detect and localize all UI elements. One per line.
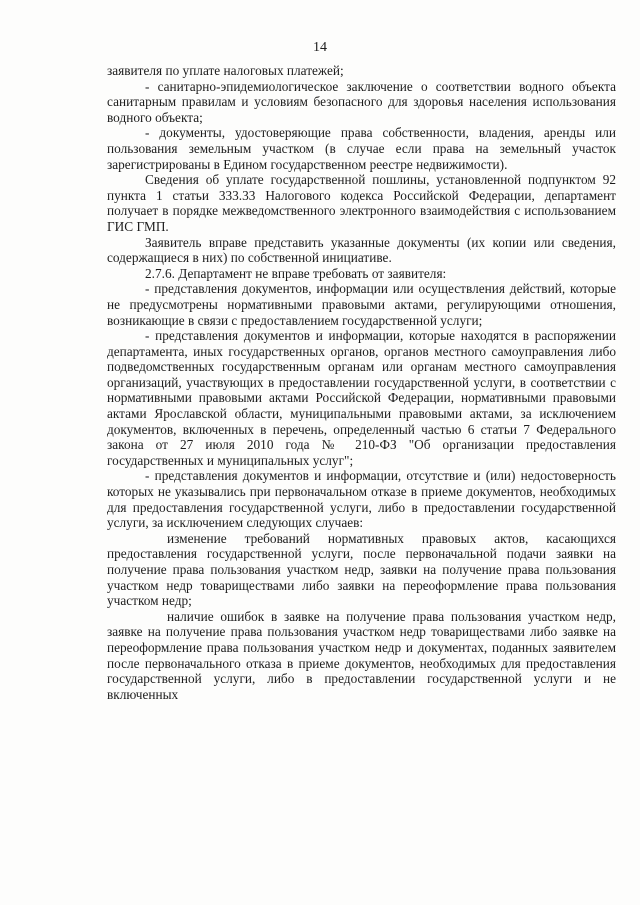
page-number: 14 <box>313 40 327 55</box>
paragraph-sanitary-conclusion: - санитарно-эпидемиологическое заключение о соответствии водного объекта санитарным правилам и условиям безопасного для здоровья населения использования водного объекта; <box>107 78 616 125</box>
paragraph-section-2-7-6: 2.7.6. Департамент не вправе требовать от заявителя: <box>145 265 447 281</box>
paragraph-land-documents: - документы, удостоверяющие права собственности, владения, аренды или пользования земельным участком (в случае если права на земельный участок зарегистрированы в Едином государственном реестре недвижимости). <box>107 125 616 172</box>
paragraph-no-extra-actions: - представления документов, информации или осуществления действий, которые не предусмотрены нормативными правовыми актами, регулирующими отношения, возникающие в связи с предоставлением государственной услуги; <box>107 281 616 328</box>
paragraph-applicant-right: Заявитель вправе представить указанные документы (их копии или сведения, содержащиеся в них) по собственной инициативе. <box>107 234 616 266</box>
paragraph-requirement-change: изменение требований нормативных правовых актов, касающихся предоставления государственной услуги, после первоначальной подачи заявки на получение права пользования участком недр, заявки на получение права пользования участком недр товариществами либо заявки на переоформление права пользования участком недр; <box>107 530 616 609</box>
paragraph-application-errors: наличие ошибок в заявке на получение права пользования участком недр, заявке на получение права пользования участком недр товариществами либо заявке на переоформление права пользования участком недр и документах, поданных заявителем после первоначального отказа в приеме документов, необходимых для предоставления государственной услуги, либо в предоставлении государственной услуги и не включенных <box>107 608 616 702</box>
paragraph-tax-payments: заявителя по уплате налоговых платежей; <box>107 63 344 78</box>
document-body <box>107 63 616 702</box>
paragraph-documents-in-possession: - представления документов и информации, которые находятся в распоряжении департамента, иных государственных органов, органов местного самоуправления либо подведомственных государственным органам или органам местного самоуправления организаций, участвующих в предоставлении государственной услуги, в соответствии с нормативными правовыми актами Российской Федерации, нормативными правовыми актами Ярославской области, муниципальными правовыми актами, за исключением документов, включенных в перечень, определенный частью 6 статьи 7 Федерального закона от 27 июля 2010 года № 210-ФЗ "Об организации предоставления государственных и муниципальных услуг"; <box>107 328 616 468</box>
paragraph-initial-refusal: - представления документов и информации, отсутствие и (или) недостоверность которых не указывались при первоначальном отказе в приеме документов, необходимых для предоставления государственной услуги, либо в предоставлении государственной услуги, за исключением следующих случаев: <box>107 468 616 531</box>
paragraph-state-fee: Сведения об уплате государственной пошлины, установленной подпунктом 92 пункта 1 статьи 333.33 Налогового кодекса Российской Федерации, департамент получает в порядке межведомственного электронного взаимодействия с использованием ГИС ГМП. <box>107 172 616 234</box>
